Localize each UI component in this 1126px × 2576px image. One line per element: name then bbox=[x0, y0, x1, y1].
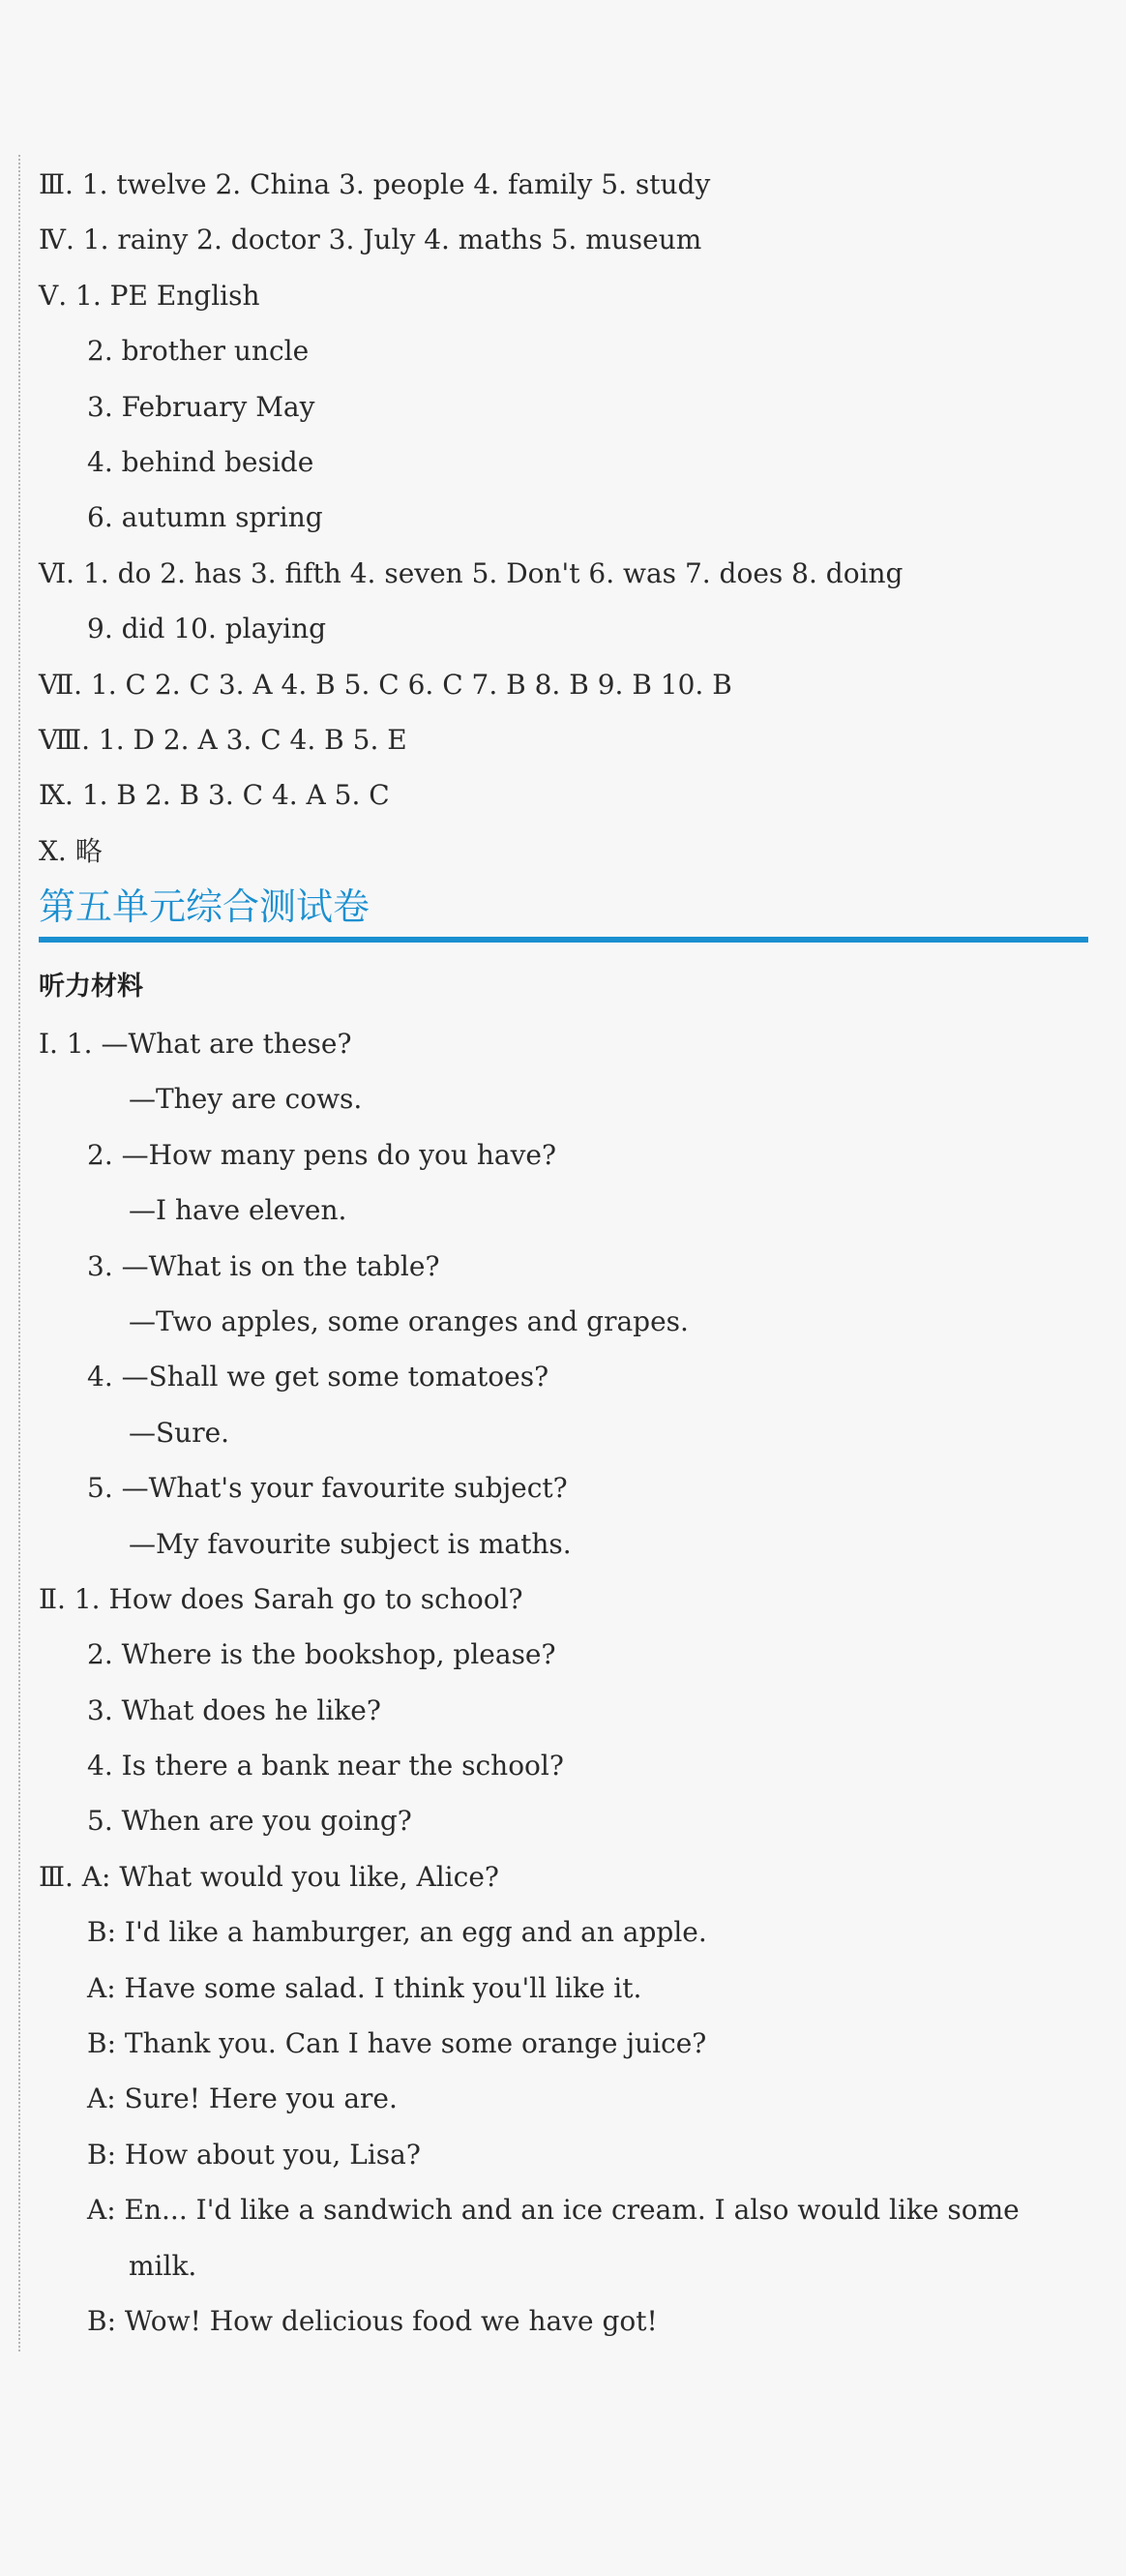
listening-line: A: Have some salad. I think you'll like it. bbox=[87, 1971, 642, 2004]
listening-line: —Sure. bbox=[129, 1416, 230, 1449]
answer-line: Ⅲ. 1. twelve 2. China 3. people 4. family 5. study bbox=[39, 168, 711, 200]
answer-line: Ⅳ. 1. rainy 2. doctor 3. July 4. maths 5. museum bbox=[39, 224, 702, 256]
answer-line: 4. behind beside bbox=[87, 445, 314, 478]
listening-line: —My favourite subject is maths. bbox=[129, 1527, 572, 1560]
answer-line: 9. did 10. playing bbox=[87, 613, 327, 645]
margin-rule bbox=[18, 155, 20, 2351]
answers-block bbox=[39, 157, 1093, 879]
listening-line: Ⅲ. A: What would you like, Alice? bbox=[39, 1860, 499, 1893]
listening-line: —I have eleven. bbox=[129, 1194, 347, 1227]
listening-line: B: Wow! How delicious food we have got! bbox=[87, 2304, 658, 2337]
answer-line: 6. autumn spring bbox=[87, 501, 323, 534]
listening-line: A: Sure! Here you are. bbox=[87, 2082, 398, 2115]
listening-line: 4. Is there a bank near the school? bbox=[87, 1750, 564, 1782]
answer-line: Ⅸ. 1. B 2. B 3. C 4. A 5. C bbox=[39, 779, 390, 812]
answer-line: Ⅹ. 略 bbox=[39, 834, 103, 867]
listening-line: —They are cows. bbox=[129, 1083, 363, 1116]
answer-line: Ⅷ. 1. D 2. A 3. C 4. B 5. E bbox=[39, 723, 407, 756]
section-title: 第五单元综合测试卷 bbox=[39, 879, 1088, 943]
listening-line: 5. —What's your favourite subject? bbox=[87, 1472, 568, 1505]
listening-block bbox=[39, 1016, 1093, 2349]
answer-line: 3. February May bbox=[87, 390, 315, 423]
listening-line: B: How about you, Lisa? bbox=[87, 2138, 421, 2171]
answer-line: Ⅴ. 1. PE English bbox=[39, 279, 260, 312]
answer-line: 2. brother uncle bbox=[87, 335, 310, 368]
listening-line: 4. —Shall we get some tomatoes? bbox=[87, 1361, 549, 1393]
listening-line: —Two apples, some oranges and grapes. bbox=[129, 1304, 689, 1337]
listening-line: 2. —How many pens do you have? bbox=[87, 1138, 556, 1171]
listening-line: 3. What does he like? bbox=[87, 1693, 381, 1726]
listening-line: Ⅰ. 1. —What are these? bbox=[39, 1028, 352, 1060]
answer-line: Ⅵ. 1. do 2. has 3. fifth 4. seven 5. Don't 6. was 7. does 8. doing bbox=[39, 556, 904, 589]
listening-line: 3. —What is on the table? bbox=[87, 1249, 440, 1282]
listening-line: B: Thank you. Can I have some orange juice? bbox=[87, 2027, 707, 2060]
listening-line: 5. When are you going? bbox=[87, 1805, 412, 1838]
listening-line: A: En... I'd like a sandwich and an ice cream. I also would like some bbox=[87, 2194, 1020, 2227]
listening-line: Ⅱ. 1. How does Sarah go to school? bbox=[39, 1582, 523, 1615]
listening-line: 2. Where is the bookshop, please? bbox=[87, 1638, 556, 1671]
answer-line: Ⅶ. 1. C 2. C 3. A 4. B 5. C 6. C 7. B 8. B 9. B 10. B bbox=[39, 668, 732, 701]
listening-line: milk. bbox=[129, 2249, 197, 2282]
subheading: 听力材料 bbox=[39, 972, 143, 1002]
listening-line: B: I'd like a hamburger, an egg and an apple. bbox=[87, 1916, 707, 1949]
